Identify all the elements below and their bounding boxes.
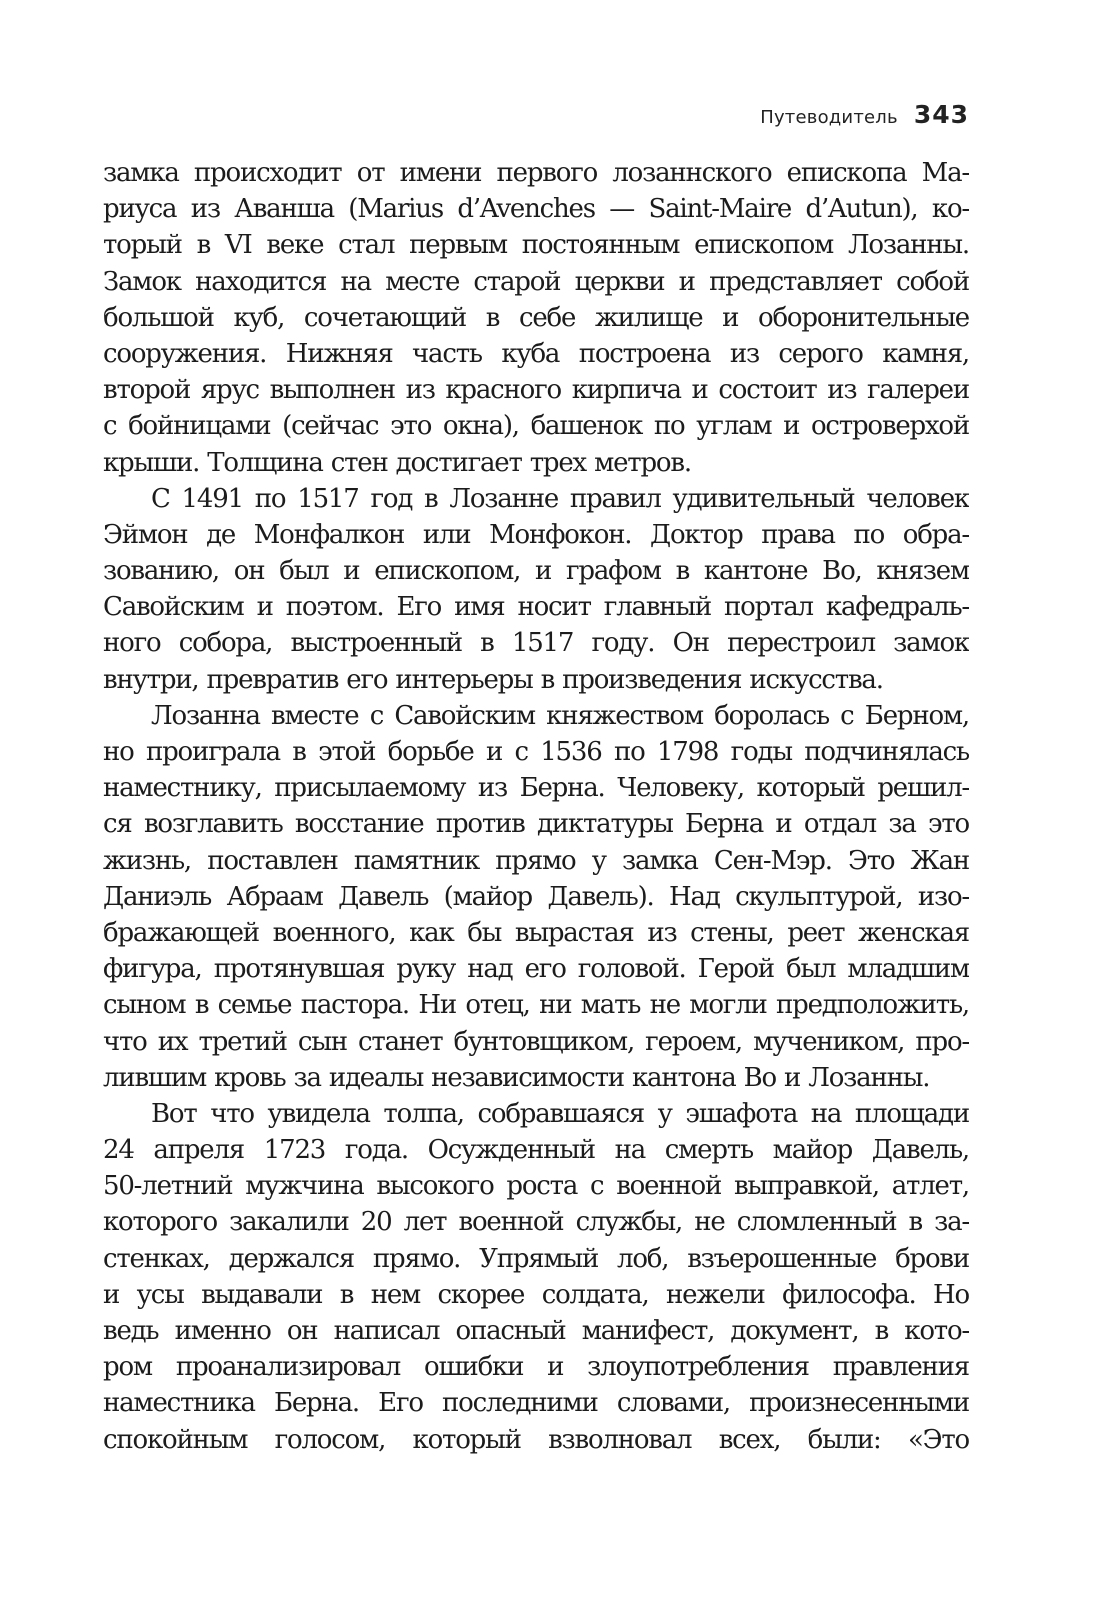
text-line: сыном в семье пастора. Ни отец, ни мать не могли предположить, <box>103 990 969 1021</box>
text-line: лившим кровь за идеалы независимости кантона Во и Лозанны. <box>103 1062 930 1093</box>
text-line: стенках, держался прямо. Упрямый лоб, взъерошенные брови <box>103 1243 969 1274</box>
text-line: сооружения. Нижняя часть куба построена из серого камня, <box>103 338 969 369</box>
text-line: ведь именно он написал опасный манифест, документ, в кото- <box>103 1316 969 1346</box>
text-line: замка происходит от имени первого лозаннского епископа Ма- <box>103 158 969 188</box>
paragraph <box>103 698 969 1096</box>
text-line: но проиграла в этой борьбе и с 1536 по 1798 годы подчинялась <box>103 737 969 767</box>
text-line: крыши. Толщина стен достигает трех метров. <box>103 447 691 478</box>
text-line: ся возглавить восстание против диктатуры Берна и отдал за это <box>103 809 969 840</box>
text-line: риуса из Аванша (Marius d’Avenches — Saint-Maire d’Autun), ко- <box>103 194 969 225</box>
text-line: Даниэль Абраам Давель (майор Давель). Над скульптурой, изо- <box>103 881 969 912</box>
text-line: и усы выдавали в нем скорее солдата, нежели философа. Но <box>103 1279 969 1310</box>
text-line: 50-летний мужчина высокого роста с военной выправкой, атлет, <box>103 1171 969 1202</box>
text-line: спокойным голосом, который взволновал всех, были: «Это <box>103 1424 969 1455</box>
running-title: Путеводитель <box>760 107 898 128</box>
text-line: фигура, протянувшая руку над его головой. Герой был младшим <box>103 954 969 985</box>
text-line: большой куб, сочетающий в себе жилище и оборонительные <box>103 302 969 333</box>
running-header <box>103 100 969 140</box>
text-line: Вот что увидела толпа, собравшаяся у эшафота на площади <box>151 1098 969 1129</box>
text-line: второй ярус выполнен из красного кирпича и состоит из галереи <box>103 375 969 406</box>
text-line: Эймон де Монфалкон или Монфокон. Доктор права по обра- <box>103 519 969 550</box>
paragraph <box>103 1096 969 1458</box>
text-line: Лозанна вместе с Савойским княжеством боролась с Берном, <box>151 700 969 731</box>
text-line: зованию, он был и епископом, и графом в кантоне Во, князем <box>103 556 969 587</box>
text-line: торый в VI веке стал первым постоянным епископом Лозанны. <box>103 230 969 261</box>
text-line: что их третий сын станет бунтовщиком, героем, мучеником, про- <box>103 1026 969 1057</box>
text-line: ного собора, выстроенный в 1517 году. Он перестроил замок <box>103 628 969 659</box>
body-text <box>103 155 969 1458</box>
page-number: 343 <box>913 100 969 129</box>
text-line: С 1491 по 1517 год в Лозанне правил удивительный человек <box>151 483 969 514</box>
text-line: бражающей военного, как бы вырастая из стены, реет женская <box>103 917 969 948</box>
text-line: 24 апреля 1723 года. Осужденный на смерть майор Давель, <box>103 1135 969 1166</box>
text-line: Савойским и поэтом. Его имя носит главный портал кафедраль- <box>103 592 969 623</box>
text-line: которого закалили 20 лет военной службы, не сломленный в за- <box>103 1207 969 1238</box>
text-line: наместнику, присылаемому из Берна. Человеку, который решил- <box>103 773 969 804</box>
text-line: внутри, превратив его интерьеры в произведения искусства. <box>103 664 883 695</box>
text-line: ром проанализировал ошибки и злоупотребления правления <box>103 1352 969 1383</box>
text-line: с бойницами (сейчас это окна), башенок по углам и островерхой <box>103 411 969 442</box>
paragraph <box>103 481 969 698</box>
text-line: Замок находится на месте старой церкви и представляет собой <box>103 266 969 297</box>
paragraph <box>103 155 969 481</box>
text-line: наместника Берна. Его последними словами, произнесенными <box>103 1388 969 1419</box>
text-line: жизнь, поставлен памятник прямо у замка Сен-Мэр. Это Жан <box>103 845 969 876</box>
